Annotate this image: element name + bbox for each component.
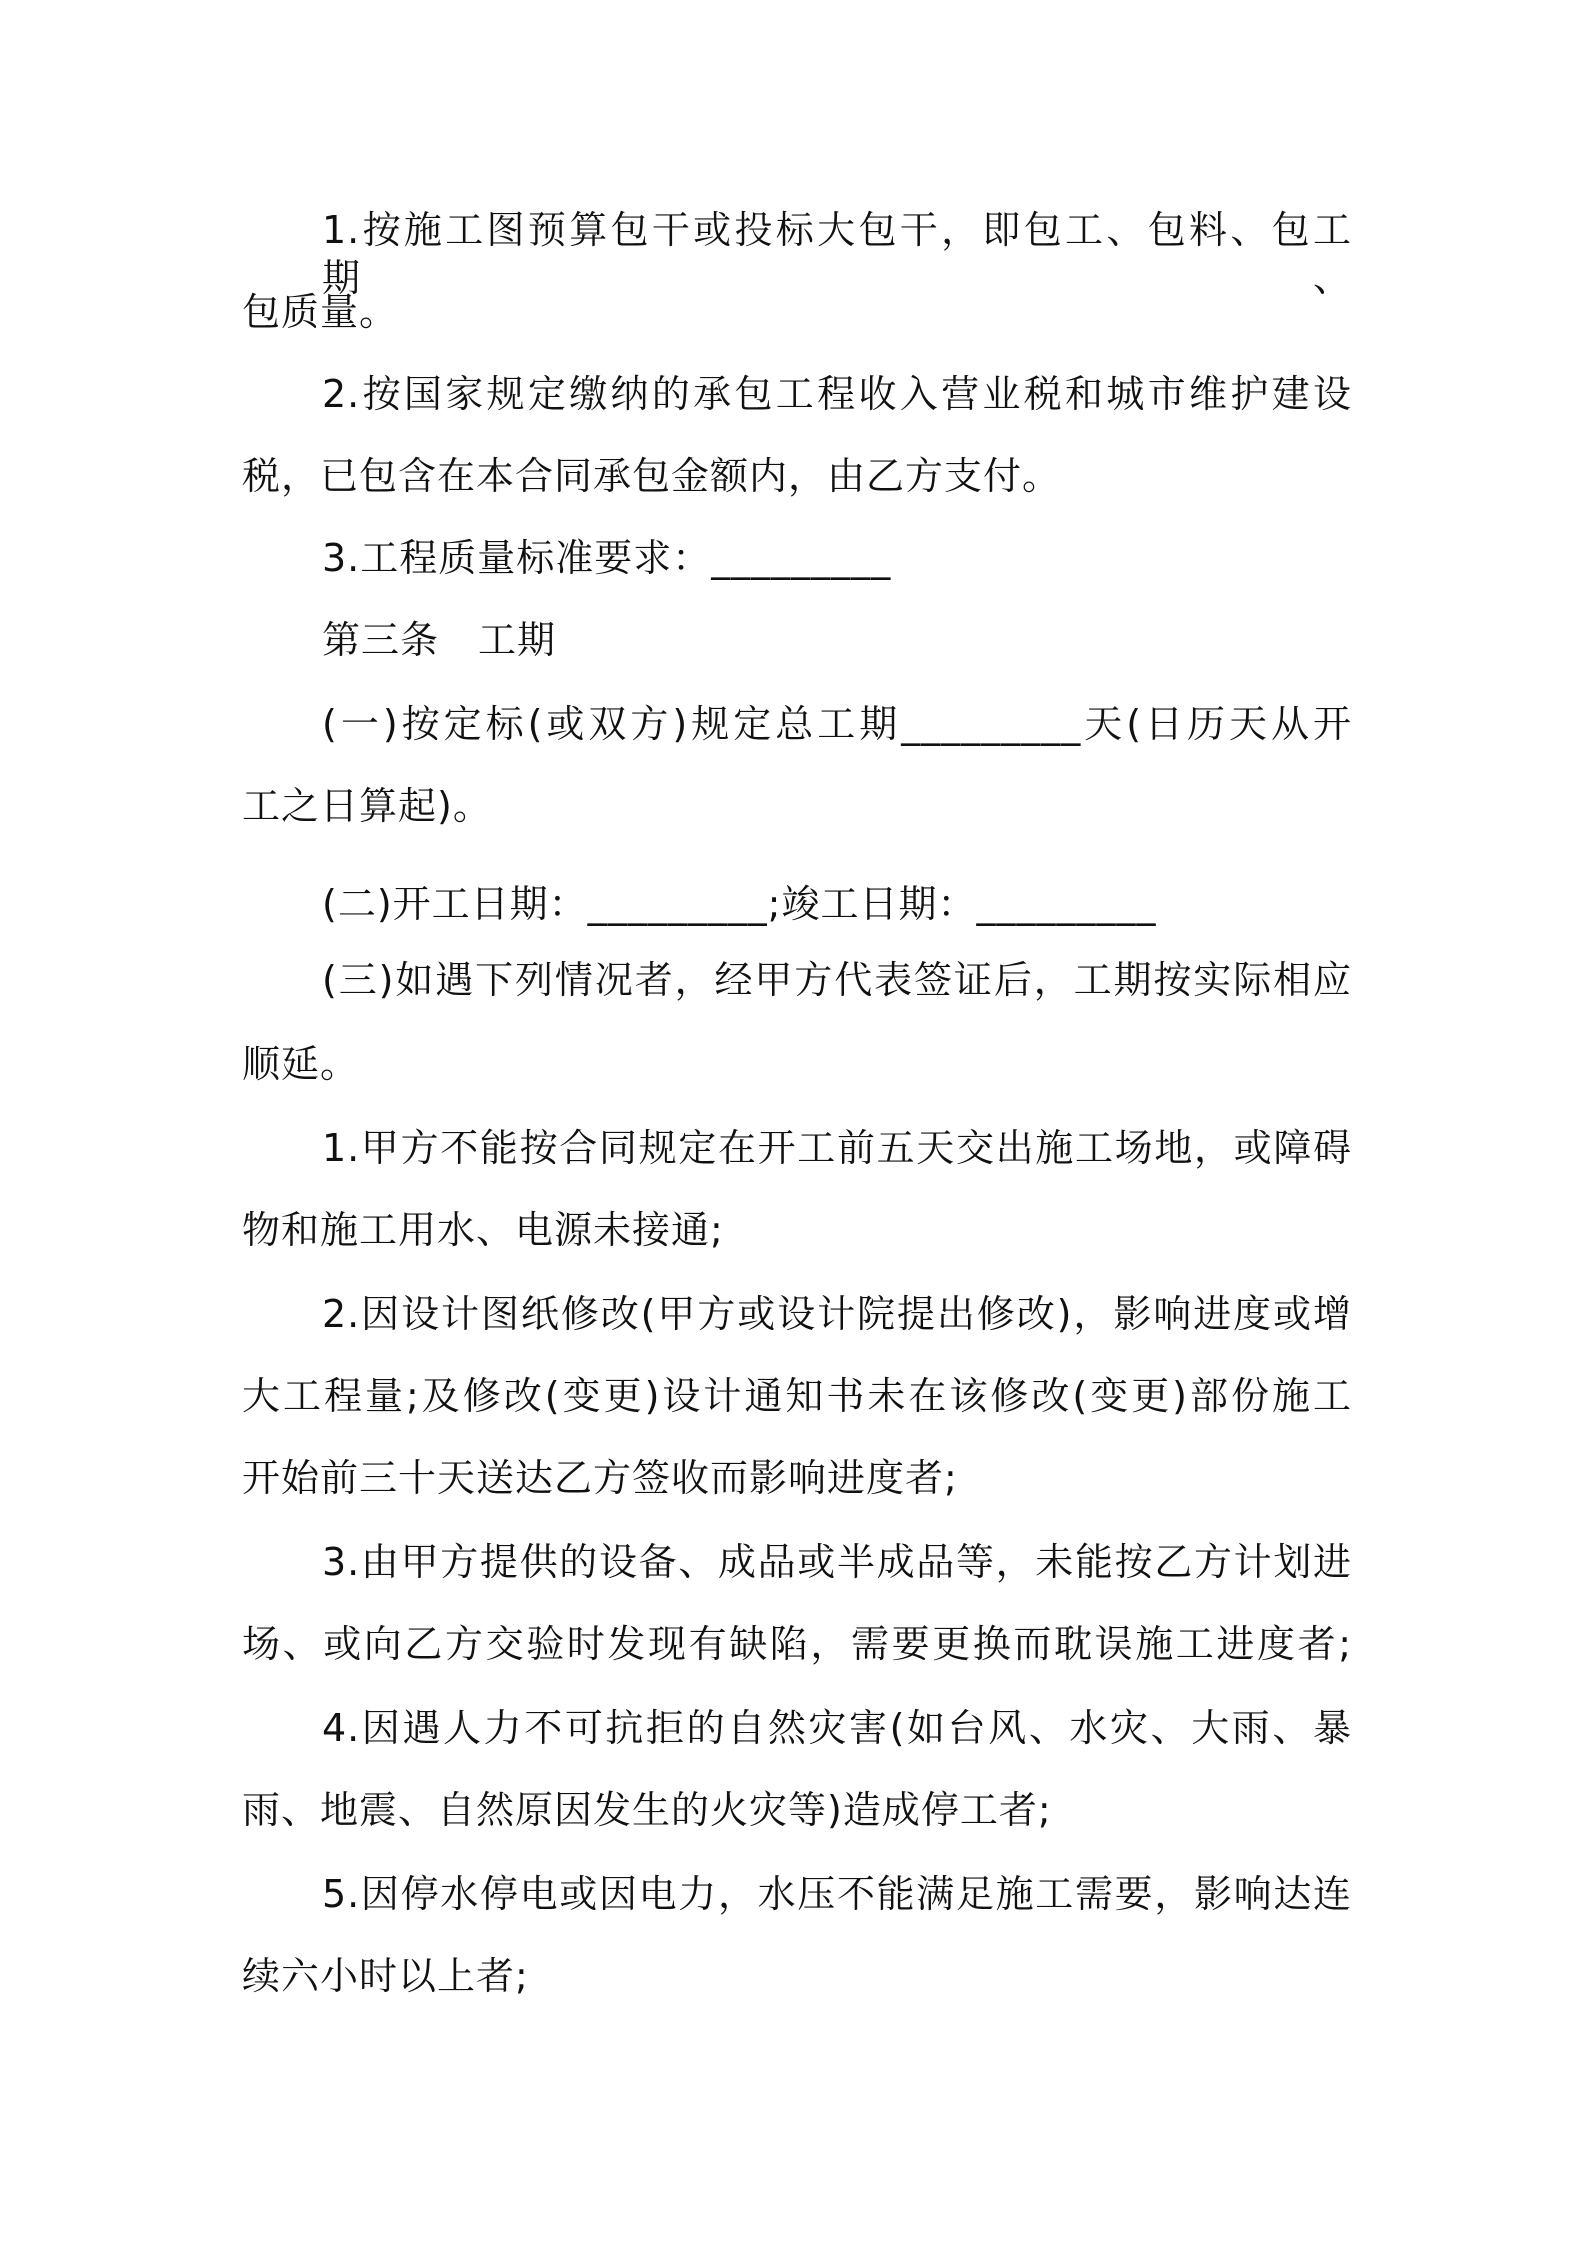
paragraph-line: 3.工程质量标准要求：_________ xyxy=(322,536,892,580)
paragraph-line: 雨、地震、自然原因发生的火灾等)造成停工者; xyxy=(242,1788,1052,1832)
paragraph-line: 包质量。 xyxy=(242,290,399,334)
paragraph-line: 3.由甲方提供的设备、成品或半成品等，未能按乙方计划进 xyxy=(322,1540,1352,1584)
paragraph-line: 续六小时以上者; xyxy=(242,1954,529,1998)
paragraph-line: 5.因停水停电或因电力，水压不能满足施工需要，影响达连 xyxy=(322,1872,1352,1916)
section-heading: 第三条 工期 xyxy=(322,618,557,662)
paragraph-line: 顺延。 xyxy=(242,1042,360,1086)
paragraph-line: 2.按国家规定缴纳的承包工程收入营业税和城市维护建设 xyxy=(322,372,1352,416)
paragraph-line: 1.按施工图预算包干或投标大包干，即包工、包料、包工期、 xyxy=(322,208,1352,300)
paragraph-line: 物和施工用水、电源未接通; xyxy=(242,1208,724,1252)
paragraph-line: 4.因遇人力不可抗拒的自然灾害(如台风、水灾、大雨、暴 xyxy=(322,1706,1352,1750)
paragraph-line: 场、或向乙方交验时发现有缺陷，需要更换而耽误施工进度者; xyxy=(242,1622,1352,1666)
paragraph-line: 1.甲方不能按合同规定在开工前五天交出施工场地，或障碍 xyxy=(322,1126,1352,1170)
paragraph-line: (三)如遇下列情况者，经甲方代表签证后，工期按实际相应 xyxy=(322,958,1352,1002)
paragraph-line: 大工程量;及修改(变更)设计通知书未在该修改(变更)部份施工 xyxy=(242,1374,1352,1418)
paragraph-line: 工之日算起)。 xyxy=(242,784,492,828)
paragraph-line: 税，已包含在本合同承包金额内，由乙方支付。 xyxy=(242,454,1062,498)
paragraph-line: 2.因设计图纸修改(甲方或设计院提出修改)，影响进度或增 xyxy=(322,1292,1352,1336)
paragraph-line: 开始前三十天送达乙方签收而影响进度者; xyxy=(242,1456,958,1500)
paragraph-line: (二)开工日期：_________;竣工日期：_________ xyxy=(322,882,1157,926)
paragraph-line: (一)按定标(或双方)规定总工期_________天(日历天从开 xyxy=(322,702,1352,746)
